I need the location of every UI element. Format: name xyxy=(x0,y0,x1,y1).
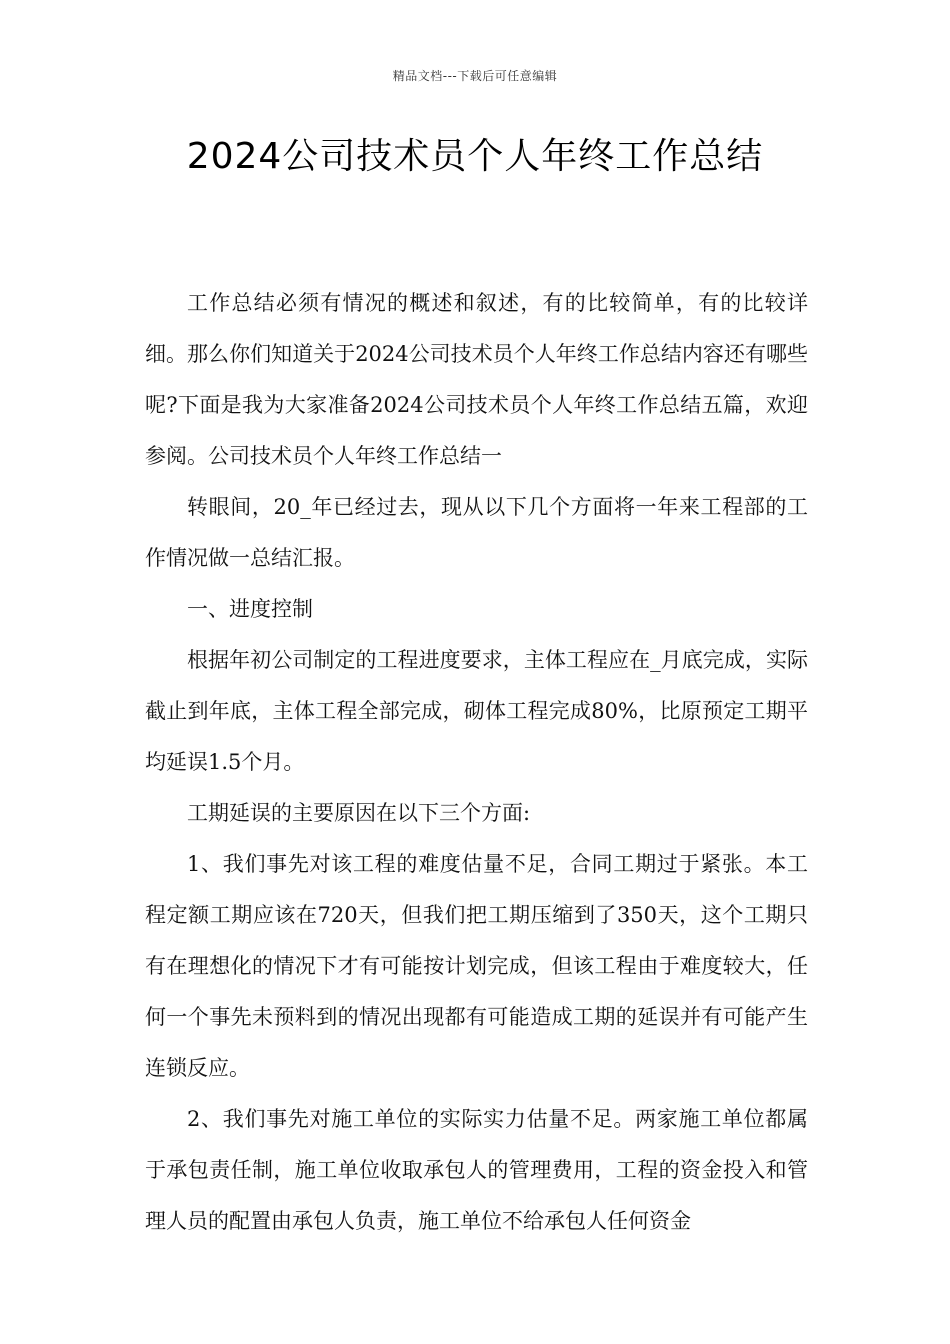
document-title: 2024公司技术员个人年终工作总结 xyxy=(186,136,764,177)
paragraph: 根据年初公司制定的工程进度要求，主体工程应在_月底完成，实际截止到年底，主体工程全部完成，砌体工程完成80%，比原预定工期平均延误1.5个月。 xyxy=(145,648,808,774)
paragraph: 工期延误的主要原因在以下三个方面: xyxy=(187,801,531,825)
paragraph: 转眼间，20_年已经过去，现从以下几个方面将一年来工程部的工作情况做一总结汇报。 xyxy=(145,495,808,570)
list-item: 1、我们事先对该工程的难度估量不足，合同工期过于紧张。本工程定额工期应该在720天，但我们把工期压缩到了350天，这个工期只有在理想化的情况下才有可能按计划完成，但该工程由于难度较大，任何一个事先未预料到的情况出现都有可能造成工期的延误并有可能产生连锁反应。 xyxy=(145,852,808,1080)
list-item: 2、我们事先对施工单位的实际实力估量不足。两家施工单位都属于承包责任制，施工单位收取承包人的管理费用，工程的资金投入和管理人员的配置由承包人负责，施工单位不给承包人任何资金 xyxy=(145,1107,808,1233)
section-heading: 一、进度控制 xyxy=(187,597,313,621)
document-body xyxy=(145,278,808,1247)
paragraph-intro: 工作总结必须有情况的概述和叙述，有的比较简单，有的比较详细。那么你们知道关于2024公司技术员个人年终工作总结内容还有哪些呢?下面是我为大家准备2024公司技术员个人年终工作总结五篇，欢迎参阅。公司技术员个人年终工作总结一 xyxy=(145,291,808,468)
page-header: 精品文档---下载后可任意编辑 xyxy=(392,69,558,83)
